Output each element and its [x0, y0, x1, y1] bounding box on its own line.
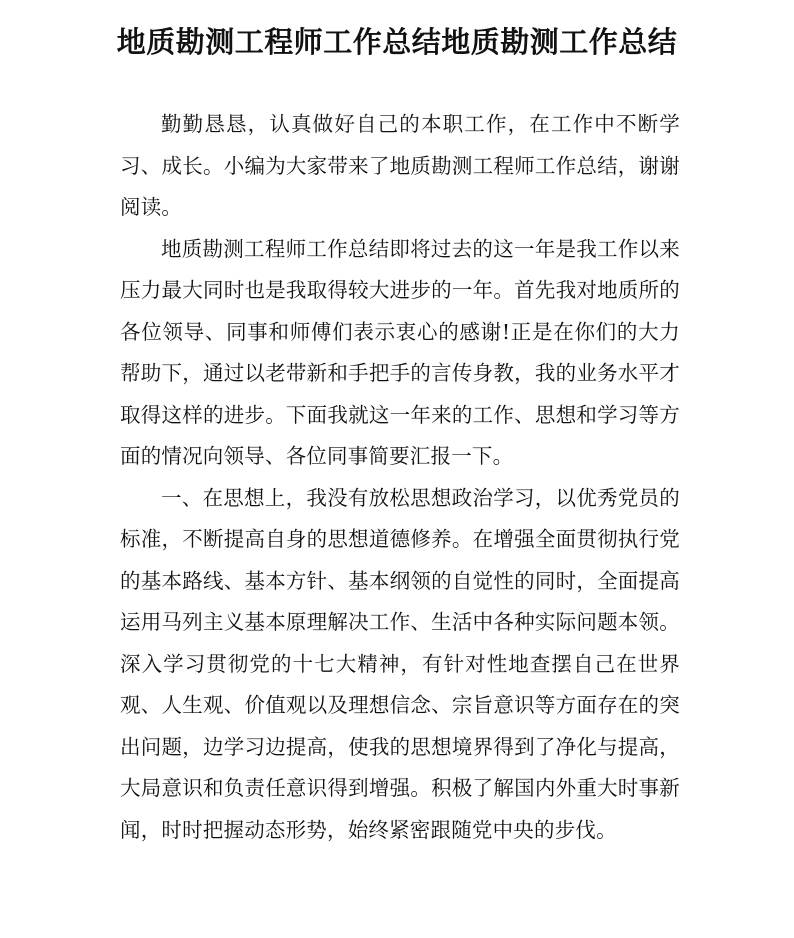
document-body	[120, 104, 680, 851]
paragraph-summary: 地质勘测工程师工作总结即将过去的这一年是我工作以来压力最大同时也是我取得较大进步的一年。首先我对地质所的各位领导、同事和师傅们表示衷心的感谢!正是在你们的大力帮助下，通过以老带新和手把手的言传身教，我的业务水平才取得这样的进步。下面我就这一年来的工作、思想和学习等方面的情况向领导、各位同事简要汇报一下。	[120, 236, 680, 468]
paragraph-ideology: 一、在思想上，我没有放松思想政治学习，以优秀党员的标准，不断提高自身的思想道德修养。在增强全面贯彻执行党的基本路线、基本方针、基本纲领的自觉性的同时，全面提高运用马列主义基本原理解决工作、生活中各种实际问题本领。深入学习贯彻党的十七大精神，有针对性地查摆自己在世界观、人生观、价值观以及理想信念、宗旨意识等方面存在的突出问题，边学习边提高，使我的思想境界得到了净化与提高，大局意识和负责任意识得到增强。积极了解国内外重大时事新闻，时时把握动态形势，始终紧密跟随党中央的步伐。	[120, 485, 680, 842]
document-title: 地质勘测工程师工作总结地质勘测工作总结	[116, 25, 678, 59]
paragraph-intro: 勤勤恳恳，认真做好自己的本职工作，在工作中不断学习、成长。小编为大家带来了地质勘测工程师工作总结，谢谢阅读。	[120, 112, 680, 219]
